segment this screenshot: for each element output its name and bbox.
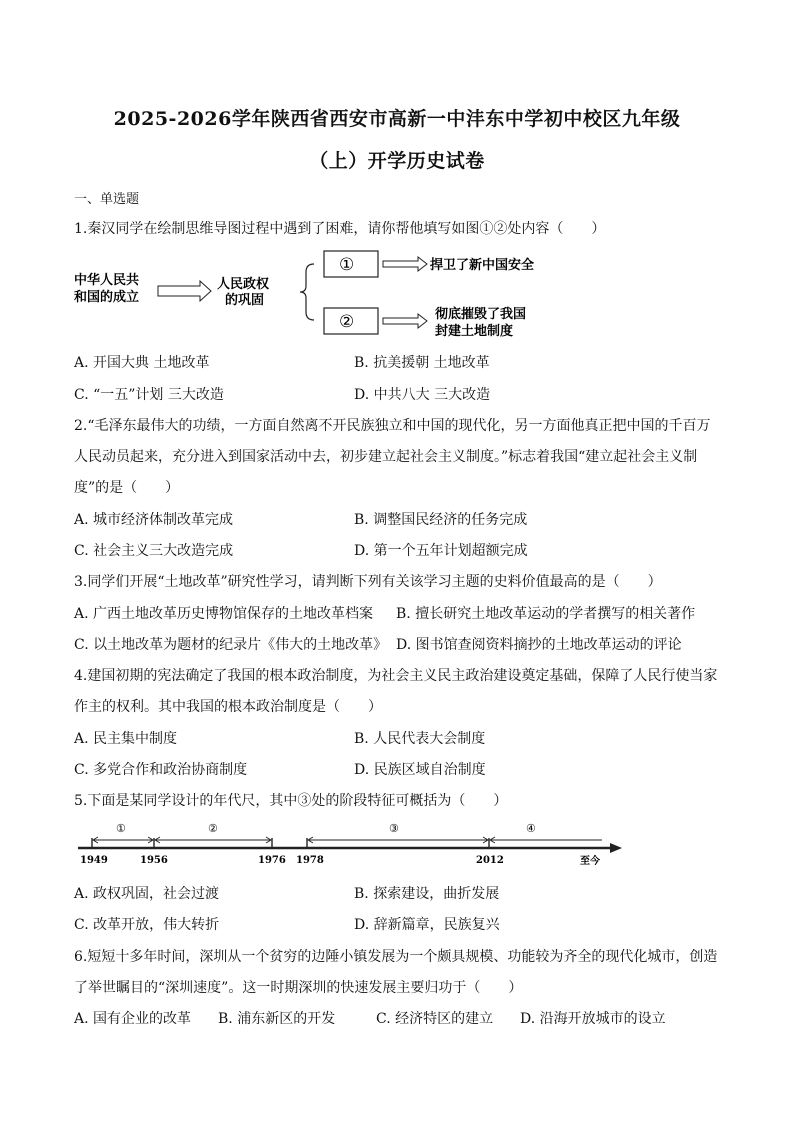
question-5-stem: 5.下面是某同学设计的年代尺，其中③处的阶段特征可概括为（ ）	[74, 793, 508, 809]
q6-option-a: A. 国有企业的改革	[74, 1011, 192, 1027]
year-label-1949: 1949	[80, 855, 108, 866]
timeline-axis-arrowhead	[610, 843, 622, 853]
question-2-stem-line2: 人民动员起来，充分进入到国家活动中去，初步建立起社会主义制度。”标志着我国“建立起社会主义制	[74, 449, 698, 465]
q1-arrow-to-middle	[158, 281, 211, 301]
q5-option-a: A. 政权巩固，社会过渡	[74, 886, 220, 902]
question-2-stem-line3: 度”的是（ ）	[74, 480, 180, 496]
exam-title-line1: 2025-2026学年陕西省西安市高新一中沣东中学初中校区九年级	[113, 108, 681, 130]
question-4-stem-line2: 作主的权利。其中我国的根本政治制度是（ ）	[74, 699, 382, 715]
q1-option-a: A. 开国大典 土地改革	[74, 355, 210, 371]
year-label-1976: 1976	[258, 855, 286, 866]
year-label-1956: 1956	[140, 855, 168, 866]
q1-option-d: D. 中共八大 三大改造	[354, 387, 491, 403]
q1-box-1-label: ①	[339, 255, 355, 275]
q5-timeline	[74, 818, 634, 868]
year-label-1978: 1978	[296, 855, 324, 866]
question-6-stem-line1: 6.短短十多年时间，深圳从一个贫穷的边陲小镇发展为一个颇具规模、功能较为齐全的现代化城市，创造	[74, 949, 718, 965]
q1-option-b: B. 抗美援朝 土地改革	[354, 355, 490, 371]
q1-middle-line1: 人民政权	[217, 277, 270, 292]
q3-option-d: D. 图书馆查阅资料摘抄的土地改革运动的评论	[396, 637, 682, 653]
q3-option-a: A. 广西土地改革历史博物馆保存的土地改革档案	[74, 606, 374, 622]
q1-result-2-line1: 彻底摧毁了我国	[435, 307, 527, 322]
question-1-stem: 1.秦汉同学在绘制思维导图过程中遇到了困难，请你帮他填写如图①②处内容（ ）	[74, 221, 606, 237]
exam-title-line2: （上）开学历史试卷	[309, 150, 485, 172]
q5-option-d: D. 辞新篇章，民族复兴	[354, 917, 500, 933]
q1-brace	[300, 264, 314, 320]
segment-label-2: ②	[208, 822, 218, 835]
question-4-stem-line1: 4.建国初期的宪法确定了我国的根本政治制度，为社会主义民主政治建设奠定基础，保障了人民行使当家	[74, 668, 718, 684]
q4-option-d: D. 民族区域自治制度	[354, 762, 486, 778]
q2-option-a: A. 城市经济体制改革完成	[74, 512, 234, 528]
q2-option-b: B. 调整国民经济的任务完成	[354, 512, 528, 528]
q6-option-c: C. 经济特区的建立	[376, 1011, 494, 1027]
segment-label-3: ③	[389, 822, 399, 835]
segment-label-1: ①	[116, 822, 126, 835]
q6-option-b: B. 浦东新区的开发	[218, 1011, 336, 1027]
q1-middle-line2: 的巩固	[225, 293, 265, 308]
q1-option-c: C. “一五”计划 三大改造	[74, 387, 224, 403]
segment-label-4: ④	[526, 822, 536, 835]
q1-arrow-1	[383, 257, 427, 271]
section-heading: 一、单选题	[74, 192, 140, 207]
q1-result-1: 捍卫了新中国安全	[430, 258, 535, 273]
q6-option-d: D. 沿海开放城市的设立	[520, 1011, 666, 1027]
question-6-stem-line2: 了举世瞩目的“深圳速度”。这一时期深圳的快速发展主要归功于（ ）	[74, 980, 523, 996]
q2-option-d: D. 第一个五年计划超额完成	[354, 543, 528, 559]
q1-start-line2: 和国的成立	[74, 290, 140, 305]
q5-option-b: B. 探索建设，曲折发展	[354, 886, 500, 902]
q3-option-b: B. 擅长研究土地改革运动的学者撰写的相关著作	[396, 606, 696, 622]
question-3-stem: 3.同学们开展“土地改革”研究性学习，请判断下列有关该学习主题的史料价值最高的是（ ）	[74, 574, 662, 590]
q1-box-2-label: ②	[339, 312, 355, 332]
question-2-stem-line1: 2.“毛泽东最伟大的功绩，一方面自然离不开民族独立和中国的现代化，另一方面他真正把中国的千百万	[74, 418, 711, 434]
q1-result-2-line2: 封建土地制度	[435, 324, 514, 339]
q3-option-c: C. 以土地改革为题材的纪录片《伟大的土地改革》	[74, 637, 388, 653]
q1-start-line1: 中华人民共	[74, 273, 140, 288]
q5-option-c: C. 改革开放，伟大转折	[74, 917, 220, 933]
year-label-present: 至今	[580, 856, 600, 867]
q1-mind-map-diagram	[74, 246, 594, 346]
year-label-2012: 2012	[476, 855, 504, 866]
q4-option-b: B. 人民代表大会制度	[354, 731, 486, 747]
q4-option-a: A. 民主集中制度	[74, 731, 178, 747]
q1-arrow-2	[383, 314, 427, 328]
q4-option-c: C. 多党合作和政治协商制度	[74, 762, 248, 778]
q2-option-c: C. 社会主义三大改造完成	[74, 543, 234, 559]
